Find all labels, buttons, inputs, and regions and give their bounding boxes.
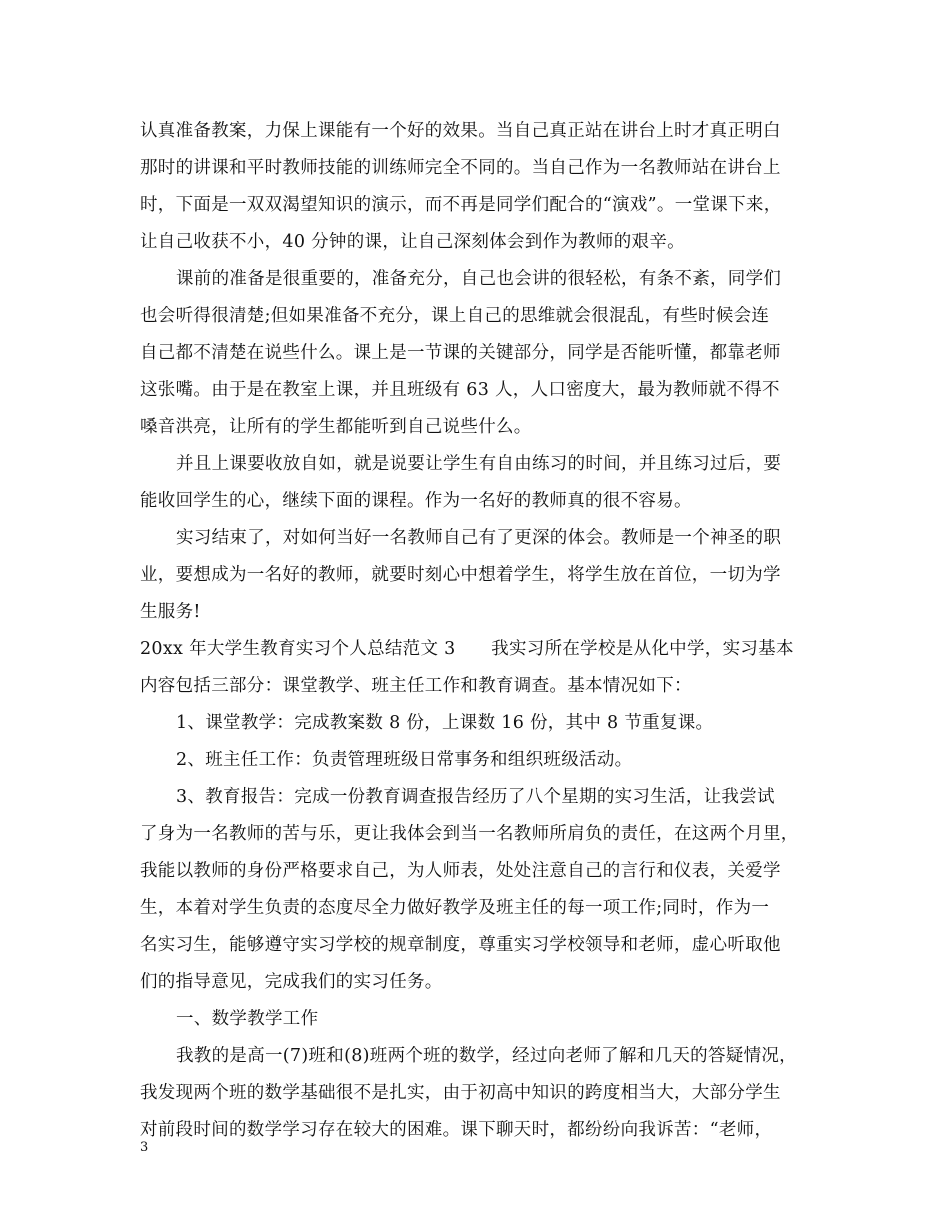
text-line: 对前段时间的数学学习存在较大的困难。课下聊天时，都纷纷向我诉苦：“老师，: [140, 1120, 773, 1140]
text-line: 我能以教师的身份严格要求自己，为人师表，处处注意自己的言行和仪表，关爱学: [140, 861, 781, 881]
text-line: 我教的是高一(7)班和(8)班两个班的数学，经过向老师了解和几天的答疑情况，: [176, 1046, 797, 1066]
list-item: 1、课堂教学：完成教案数 8 份，上课数 16 份，其中 8 节重复课。: [176, 713, 714, 733]
text-line: 们的指导意见，完成我们的实习任务。: [140, 972, 443, 992]
text-line: 课前的准备是很重要的，准备充分，自己也会讲的很轻松，有条不紊，同学们: [176, 269, 782, 289]
text-line: 这张嘴。由于是在教室上课，并且班级有 63 人，人口密度大，最为教师就不得不: [140, 380, 780, 400]
text-line: 生服务!: [140, 602, 201, 622]
text-line: 名实习生，能够遵守实习学校的规章制度，尊重实习学校领导和老师，虚心听取他: [140, 935, 781, 955]
text-line: 嗓音洪亮，让所有的学生都能听到自己说些什么。: [140, 417, 532, 437]
text-line: 认真准备教案，力保上课能有一个好的效果。当自己真正站在讲台上时才真正明白: [140, 121, 781, 141]
text-line: 并且上课要收放自如，就是说要让学生有自由练习的时间，并且练习过后，要: [176, 454, 782, 474]
section-heading: 20xx 年大学生教育实习个人总结范文 3 我实习所在学校是从化中学，实习基本: [140, 639, 794, 659]
text-line: 了身为一名教师的苦与乐，更让我体会到当一名教师所肩负的责任，在这两个月里，: [140, 824, 799, 844]
text-line: 也会听得很清楚;但如果准备不充分，课上自己的思维就会很混乱，有些时候会连: [140, 306, 770, 326]
text-line: 实习结束了，对如何当好一名教师自己有了更深的体会。教师是一个神圣的职: [176, 528, 782, 548]
text-line: 我发现两个班的数学基础很不是扎实，由于初高中知识的跨度相当大，大部分学生: [140, 1083, 781, 1103]
text-line: 时，下面是一双双渴望知识的演示，而不再是同学们配合的“演戏”。一堂课下来，: [140, 195, 782, 215]
list-item: 2、班主任工作：负责管理班级日常事务和组织班级活动。: [176, 750, 633, 770]
text-line: 自己都不清楚在说些什么。课上是一节课的关键部分，同学是否能听懂，都靠老师: [140, 343, 781, 363]
list-item: 3、教育报告：完成一份教育调查报告经历了八个星期的实习生活，让我尝试: [176, 787, 775, 807]
text-line: 业，要想成为一名好的教师，就要时刻心中想着学生，将学生放在首位，一切为学: [140, 565, 781, 585]
text-line: 生，本着对学生负责的态度尽全力做好教学及班主任的每一项工作;同时，作为一: [140, 898, 770, 918]
text-line: 那时的讲课和平时教师技能的训练师完全不同的。当自己作为一名教师站在讲台上: [140, 158, 781, 178]
page-number: 3: [140, 1140, 149, 1155]
subheading: 一、数学教学工作: [176, 1009, 319, 1029]
text-line: 让自己收获不小，40 分钟的课，让自己深刻体会到作为教师的艰辛。: [140, 232, 685, 252]
text-line: 能收回学生的心，继续下面的课程。作为一名好的教师真的很不容易。: [140, 491, 692, 511]
text-line: 内容包括三部分：课堂教学、班主任工作和教育调查。基本情况如下：: [140, 676, 692, 696]
